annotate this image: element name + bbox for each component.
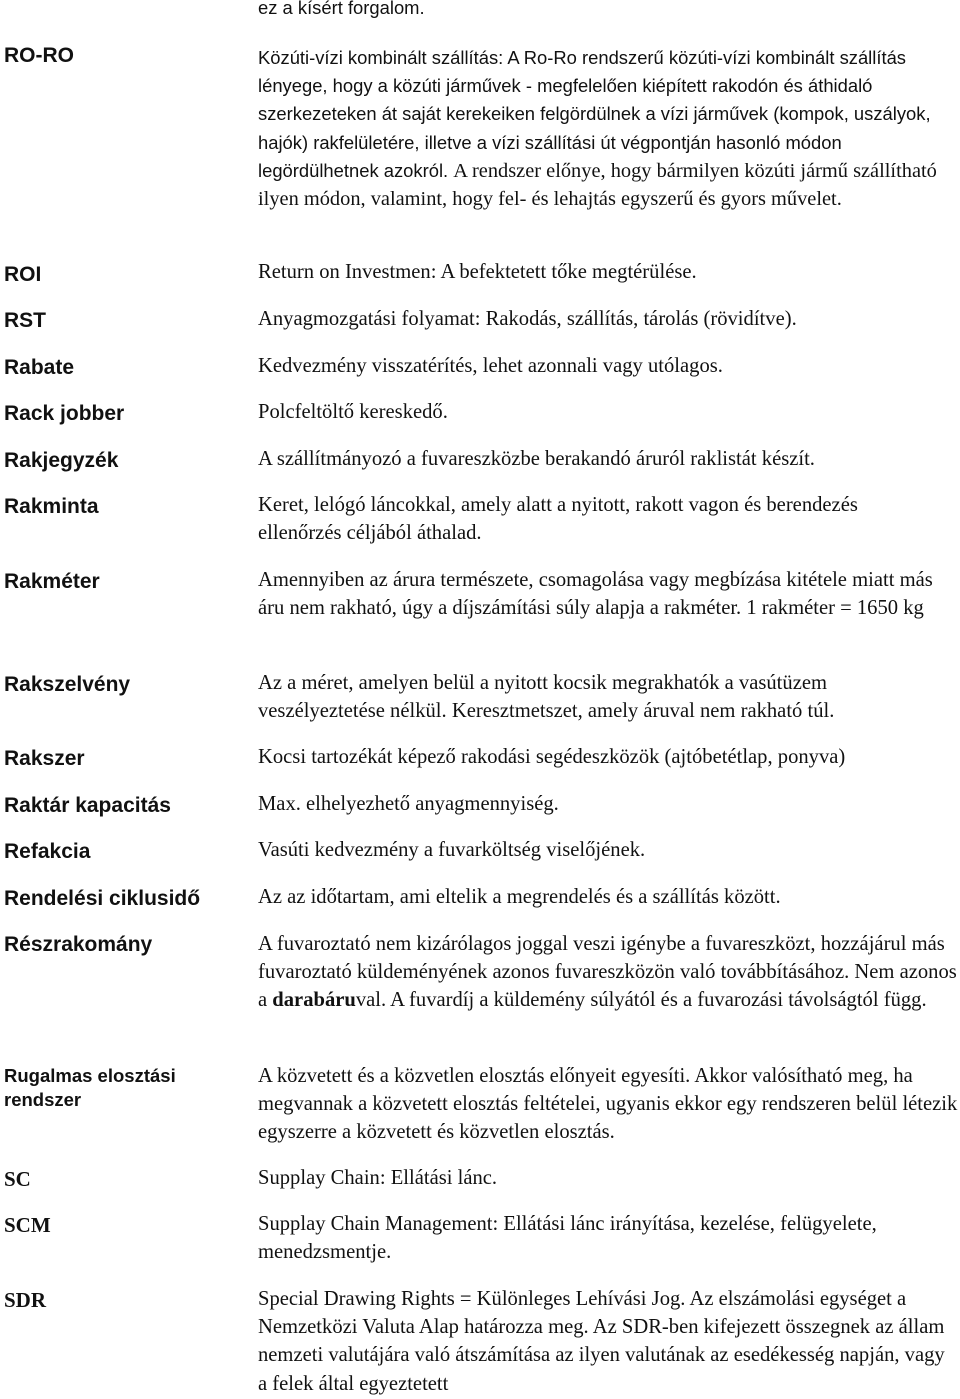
definition-scm: Supplay Chain Management: Ellátási lánc irányítása, kezelése, felügyelete, menedzsmentje. xyxy=(258,1213,877,1264)
definition-reszrakomany-a: A fuvaroztató nem kizárólagos joggal veszi igénybe a fuvareszközt, hozzájárul más fuvaroztató küldeményének azonos fuvareszközön való továbbításához. Nem azonos a xyxy=(258,933,957,1012)
definition-rakszelveny: Az a méret, amelyen belül a nyitott kocsik megrakhatók a vasútüzem veszélyeztetése nélkül. Keresztmetszet, amely áruval nem rakható túl. xyxy=(258,672,835,723)
definition-rendelesi-ciklusido: Az az időtartam, ami eltelik a megrendelés és a szállítás között. xyxy=(258,886,781,908)
term-rack-jobber: Rack jobber xyxy=(4,402,125,425)
definition-sc: Supplay Chain: Ellátási lánc. xyxy=(258,1167,498,1189)
definition-rakjegyzek: A szállítmányozó a fuvareszközbe berakandó áruról raklistát készít. xyxy=(258,448,815,470)
definition-roi: Return on Investmen: A befektetett tőke megtérülése. xyxy=(258,261,697,283)
definition-refakcia: Vasúti kedvezmény a fuvarköltség viselőjének. xyxy=(258,839,646,861)
definition-reszrakomany-bold: darabáru xyxy=(272,989,356,1012)
term-rakszelveny: Rakszelvény xyxy=(4,673,131,696)
term-sc: SC xyxy=(4,1167,31,1191)
term-roi: ROI xyxy=(4,263,42,286)
definition-reszrakomany-b: val. A fuvardíj a küldemény súlyától és a fuvarozási távolságtól függ. xyxy=(355,989,927,1012)
term-rst: RST xyxy=(4,309,46,332)
term-reszrakomany: Részrakomány xyxy=(4,933,153,956)
definition-rugalmas-elosztasi-rendszer: A közvetett és a közvetlen elosztás előnyeit egyesíti. Akkor valósítható meg, ha megvannak a közvetett elosztás feltételei, ugyanis ekkor egy rendszeren belül létezik egyszerre a közvetett és közvetlen elosztás. xyxy=(258,1065,958,1144)
term-sdr: SDR xyxy=(4,1288,47,1312)
term-ro-ro: RO-RO xyxy=(4,44,74,67)
definition-ro-ro-text: Közúti-vízi kombinált szállítás: A Ro-Ro rendszerű közúti-vízi kombinált szállítás lényege, hogy a közúti járművek - megfelelően kiépített rakodón és áthidaló szerkezeteken át saját kerekeiken felgördülnek a vízi járművek (kompok, uszályok, hajók) rakfelületére, illetve a vízi szállítási út végpontján hasonló módon legördülhetnek azokról. xyxy=(258,47,931,181)
term-rakmeter: Rakméter xyxy=(4,570,100,593)
definition-rakmeter: Amennyiben az árura természete, csomagolása vagy megbízása kitétele miatt más áru nem rakható, úgy a díjszámítási súly alapja a rakméter. 1 rakméter = 1650 kg xyxy=(258,569,933,620)
intro-fragment: ez a kísért forgalom. xyxy=(258,0,425,18)
definition-ro-ro xyxy=(258,44,958,213)
term-rakjegyzek: Rakjegyzék xyxy=(4,449,119,472)
term-rabate: Rabate xyxy=(4,356,75,379)
term-rugalmas-line1: Rugalmas elosztási xyxy=(4,1065,176,1086)
term-raktar-kapacitas: Raktár kapacitás xyxy=(4,794,171,817)
term-refakcia: Refakcia xyxy=(4,840,91,863)
term-rakminta: Rakminta xyxy=(4,495,99,518)
term-rendelesi-ciklusido: Rendelési ciklusidő xyxy=(4,887,201,910)
definition-rakszer: Kocsi tartozékát képező rakodási segédeszközök (ajtóbetétlap, ponyva) xyxy=(258,746,846,768)
definition-reszrakomany xyxy=(258,930,958,1015)
definition-rack-jobber: Polcfeltöltő kereskedő. xyxy=(258,401,448,423)
definition-sdr: Special Drawing Rights = Különleges Lehívási Jog. Az elszámolási egységet a Nemzetközi Valuta Alap határozza meg. Az SDR-ben kifejezett összegnek az állam nemzeti valutájára való átszámítása az ilyen valutának az esedékesség napján, vagy a felek által egyeztetett xyxy=(258,1288,945,1395)
definition-rakminta: Keret, lelógó láncokkal, amely alatt a nyitott, rakott vagon és berendezés ellenőrzés céljából áthalad. xyxy=(258,494,858,545)
definition-raktar-kapacitas: Max. elhelyezhető anyagmennyiség. xyxy=(258,793,559,815)
term-rakszer: Rakszer xyxy=(4,747,85,770)
term-rugalmas-elosztasi-rendszer xyxy=(4,1064,239,1112)
definition-rabate: Kedvezmény visszatérítés, lehet azonnali vagy utólagos. xyxy=(258,355,723,377)
term-rugalmas-line2: rendszer xyxy=(4,1089,82,1110)
definition-ro-ro-text-2: A rendszer előnye, hogy bármilyen közúti jármű szállítható ilyen módon, valamint, hogy fel- és lehajtás egyszerű és gyors művelet. xyxy=(258,159,937,211)
definition-rst: Anyagmozgatási folyamat: Rakodás, szállítás, tárolás (rövidítve). xyxy=(258,308,797,330)
term-scm: SCM xyxy=(4,1213,51,1237)
